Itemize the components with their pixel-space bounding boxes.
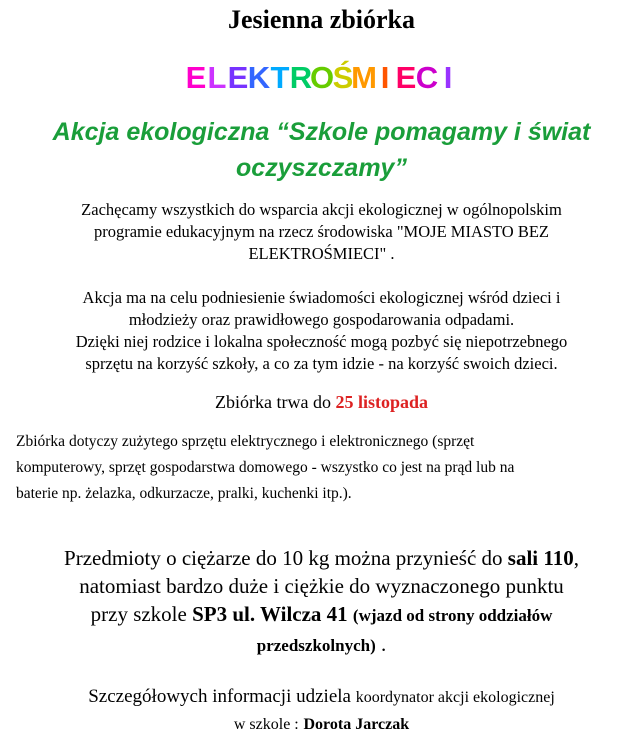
contact-line-2: [10, 711, 633, 738]
logo-letter: E: [185, 60, 206, 95]
logo-letter: C: [415, 60, 438, 95]
contact-person: Dorota Jarczak: [303, 716, 410, 733]
scope-paragraph: [16, 429, 628, 507]
dropoff-room: sali 110: [507, 546, 574, 570]
dropoff-paragraph: [10, 544, 633, 660]
contact-paragraph: [10, 684, 633, 738]
dropoff-address: SP3 ul. Wilcza 41: [192, 602, 348, 626]
dropoff-comma: ,: [573, 546, 579, 570]
logo-letter: O: [309, 60, 334, 95]
dropoff-text-3: przy szkole: [90, 602, 187, 626]
scope-line-3: baterie np. żelazka, odkurzacze, pralki, kuchenki itp.).: [16, 485, 352, 502]
goal-paragraph: [20, 287, 623, 375]
subtitle-line-1: Akcja ekologiczna “Szkole pomagamy i świat: [52, 118, 591, 146]
deadline-date: 25 listopada: [335, 392, 428, 412]
logo-letter: E: [227, 60, 248, 95]
logo-letter: I: [380, 60, 389, 95]
logo-letter: E: [395, 60, 416, 95]
subtitle-line-2: oczyszczamy”: [236, 154, 407, 182]
dropoff-line-2: natomiast bardzo duże i ciężkie do wyznaczonego punktu: [79, 574, 564, 598]
goal-line-3: Dzięki niej rodzice i lokalna społeczność mogą pozbyć się niepotrzebnego: [75, 332, 568, 351]
campaign-subtitle: [0, 114, 643, 186]
intro-line-1: Zachęcamy wszystkich do wsparcia akcji ekologicznej w ogólnopolskim: [81, 200, 562, 219]
contact-text-1: Szczegółowych informacji udziela: [88, 686, 351, 707]
scope-line-1: Zbiórka dotyczy zużytego sprzętu elektrycznego i elektronicznego (sprzęt: [16, 433, 475, 450]
goal-line-2: młodzieży oraz prawidłowego gospodarowania odpadami.: [128, 310, 515, 329]
goal-line-4: sprzętu na korzyść szkoły, a co za tym idzie - na korzyść swoich dzieci.: [85, 354, 558, 373]
dropoff-text-1: Przedmioty o ciężarze do 10 kg można przynieść do: [64, 546, 503, 570]
goal-line-1: Akcja ma na celu podniesienie świadomości ekologicznej wśród dzieci i: [82, 288, 561, 307]
contact-text-2: w szkole :: [233, 716, 299, 733]
dropoff-entrance-note: (wjazd od strony oddziałów: [352, 606, 553, 625]
deadline-prefix: Zbiórka trwa do: [215, 392, 331, 412]
dropoff-entrance-note-end: przedszkolnych): [256, 636, 376, 655]
logo-letter: T: [270, 60, 289, 95]
intro-line-3: ELEKTROŚMIECI" .: [248, 244, 395, 263]
elektrosmieci-logo: [0, 50, 643, 110]
logo-letter: K: [247, 60, 270, 95]
logo-letter: L: [207, 60, 226, 95]
contact-line-1: [10, 684, 633, 711]
contact-role: koordynator akcji ekologicznej: [355, 689, 555, 706]
intro-paragraph: [20, 199, 623, 265]
logo-graphic: [172, 50, 472, 110]
dropoff-line-4: [10, 630, 633, 660]
logo-letter: I: [443, 60, 452, 95]
logo-letter: R: [289, 60, 312, 95]
dropoff-line-1: [10, 544, 633, 572]
scope-line-2: komputerowy, sprzęt gospodarstwa domowego - wszystko co jest na prąd lub na: [16, 459, 515, 476]
logo-letter: Ś: [332, 60, 353, 95]
dropoff-line-3: [10, 600, 633, 630]
dropoff-period: .: [375, 632, 387, 656]
poster-heading: Jesienna zbiórka: [227, 5, 416, 34]
deadline-line: [0, 390, 643, 414]
logo-letters: [185, 59, 452, 110]
logo-letter: M: [350, 60, 377, 95]
intro-line-2: programie edukacyjnym na rzecz środowiska "MOJE MIASTO BEZ: [93, 222, 550, 241]
